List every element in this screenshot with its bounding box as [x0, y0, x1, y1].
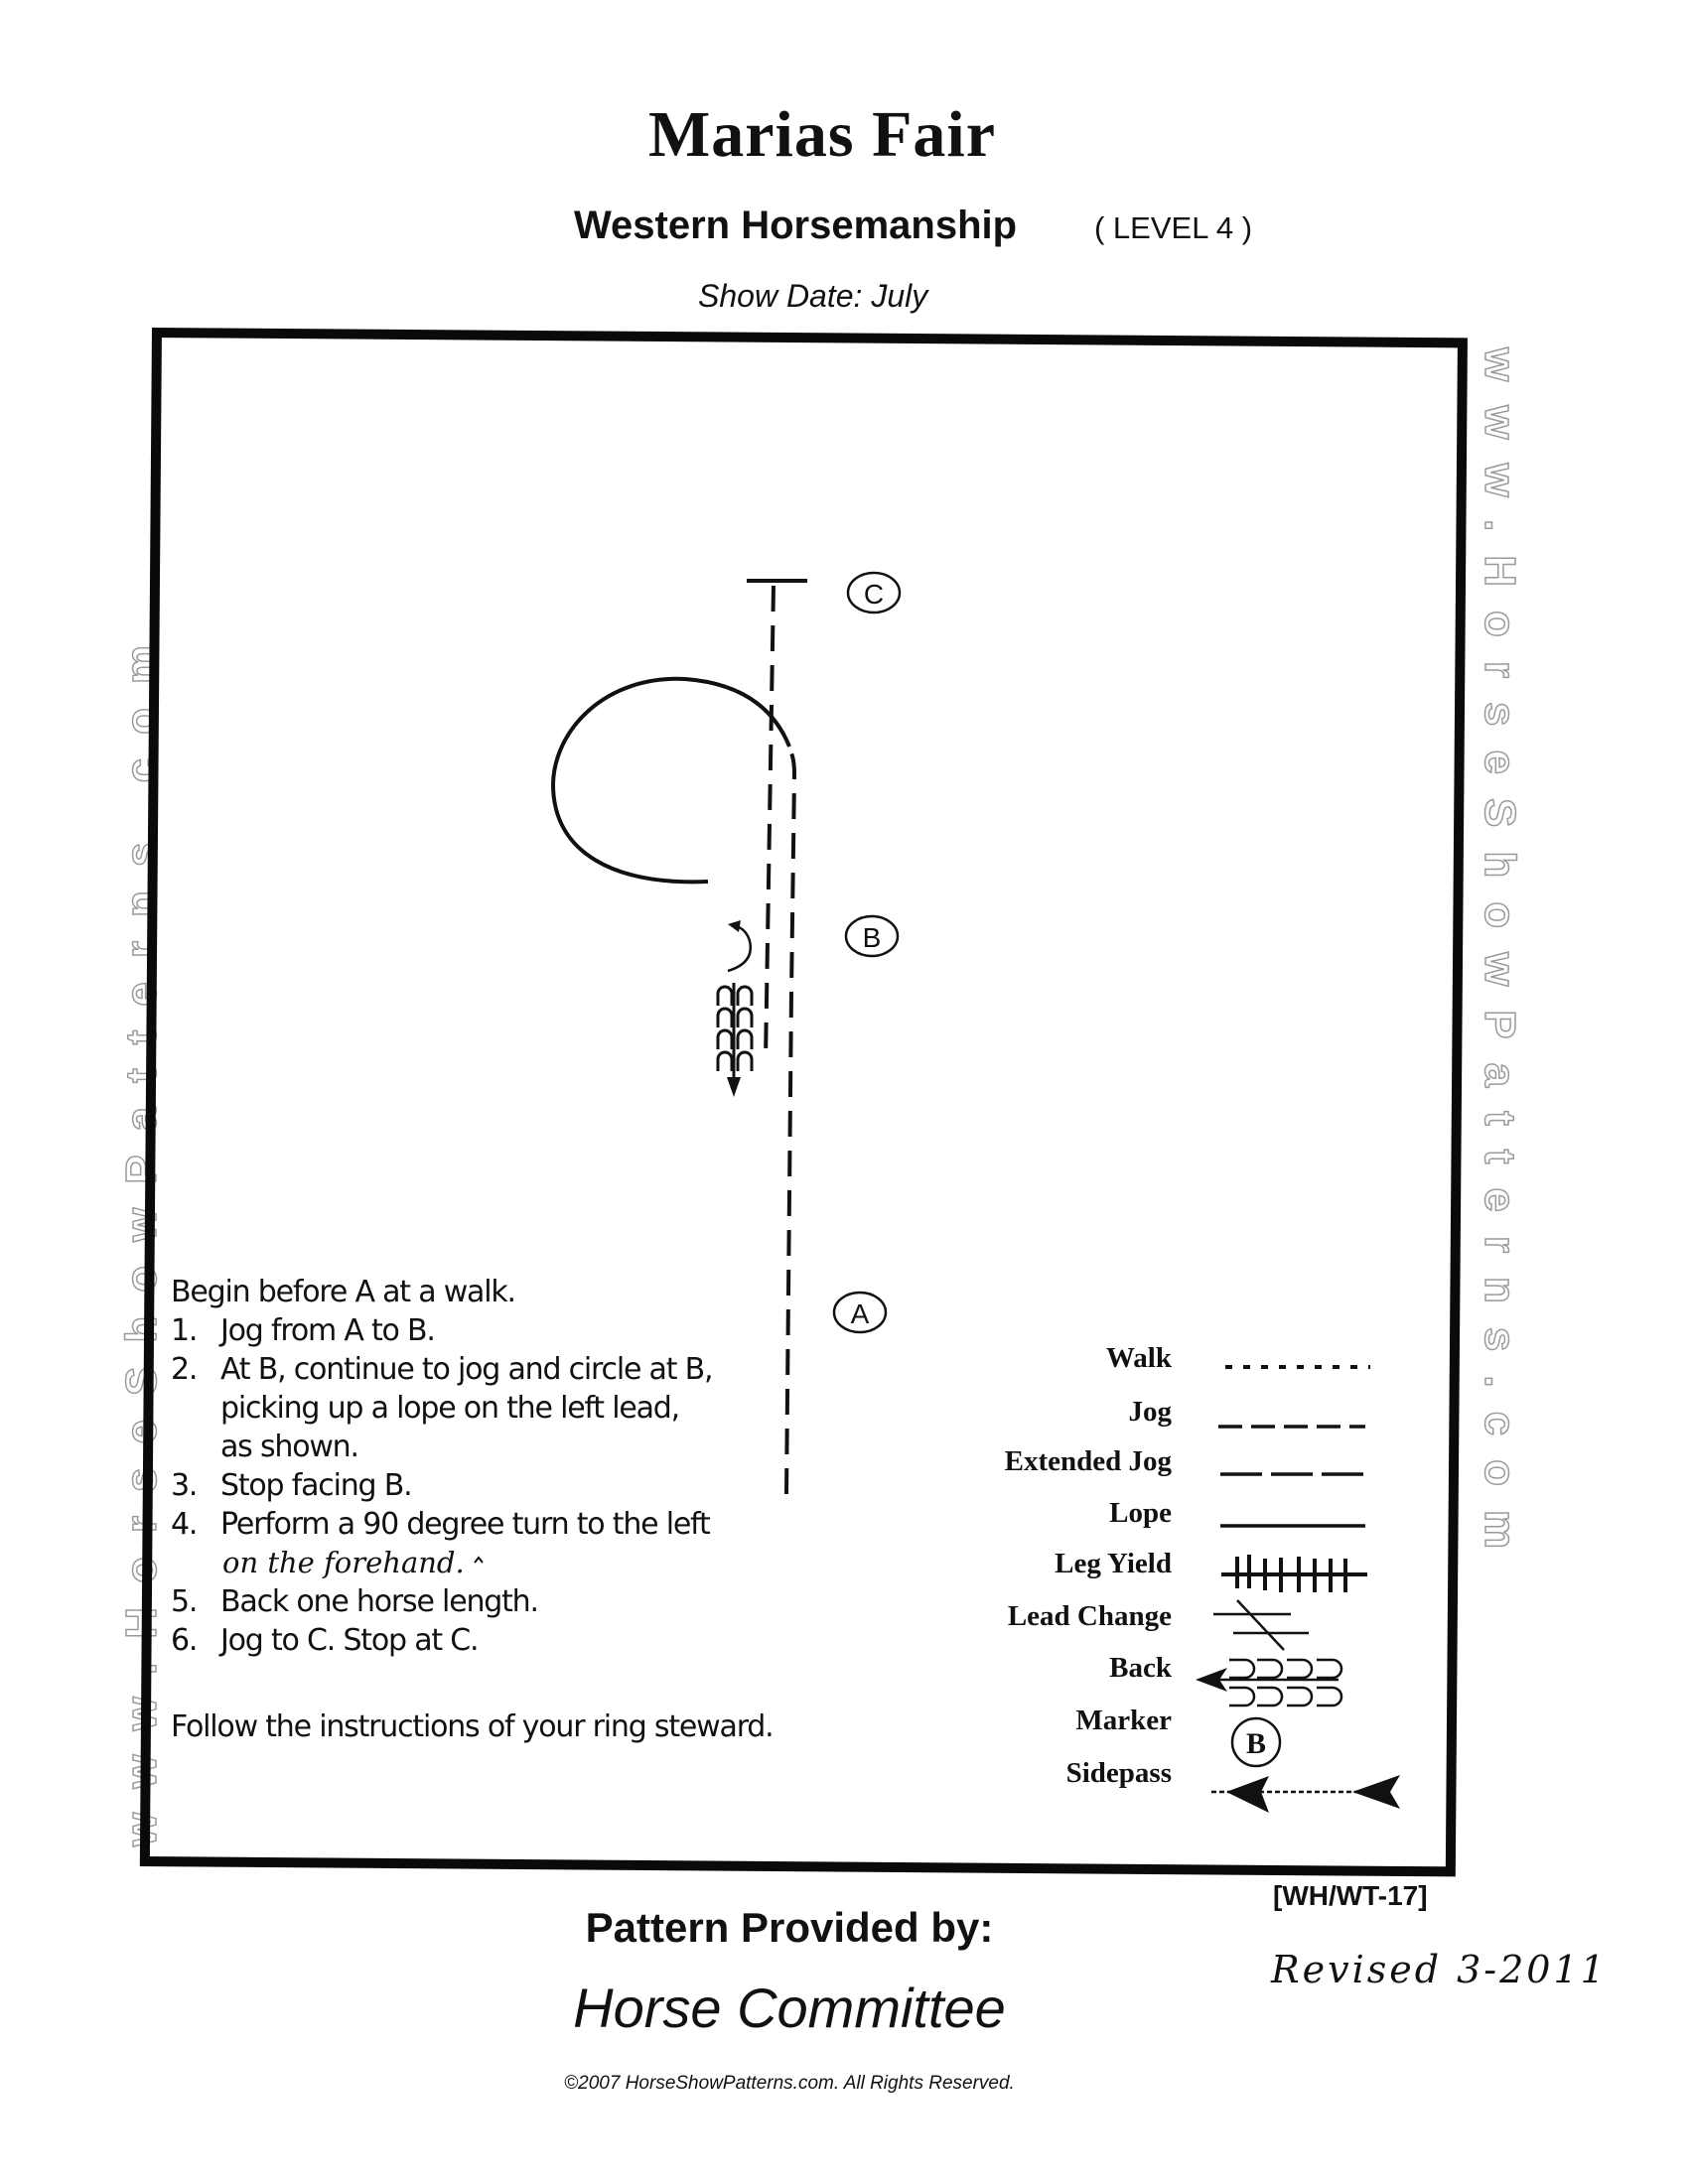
legend-sidepass: Sidepass — [1065, 1757, 1172, 1789]
instructions — [171, 1273, 712, 1660]
class-name: Western Horsemanship — [574, 204, 1018, 247]
page-title: Marias Fair — [647, 98, 997, 171]
step-2-line-2: picking up a lope on the left lead, — [220, 1391, 679, 1426]
leg-yield-symbol — [1221, 1555, 1367, 1592]
watermark-left: www.HorseShowPatterns.com — [117, 620, 166, 1846]
pattern-code: [WH/WT-17] — [1273, 1880, 1428, 1911]
steward-note: Follow the instructions of your ring steward. — [171, 1709, 774, 1744]
jog-path-to-c — [766, 586, 774, 1060]
lope-circle — [553, 679, 789, 883]
marker-b — [846, 916, 898, 956]
back-symbol — [718, 983, 752, 1087]
step-3: 3. Stop facing B. — [171, 1468, 412, 1503]
step-4-handwritten: on the forehand. — [222, 1546, 465, 1579]
legend-walk: Walk — [1105, 1342, 1172, 1374]
legend-extended-jog: Extended Jog — [1004, 1445, 1172, 1477]
legend-symbols — [1196, 1367, 1400, 1813]
lead-change-symbol — [1213, 1600, 1309, 1650]
step-6: 6. Jog to C. Stop at C. — [171, 1623, 479, 1658]
marker-c — [848, 573, 900, 613]
watermark-right: www.HorseShowPatterns.com — [1476, 347, 1524, 1573]
step-4: 4. Perform a 90 degree turn to the left — [171, 1507, 710, 1542]
legend-jog: Jog — [1128, 1396, 1172, 1428]
revised-note: Revised 3-2011 — [1271, 1948, 1608, 1991]
marker-b-label: B — [862, 922, 882, 953]
turn-arrowhead — [728, 920, 741, 932]
jog-path-a-to-b — [786, 750, 794, 1494]
back-arrowhead — [727, 1077, 741, 1097]
legend-lope: Lope — [1109, 1497, 1172, 1529]
instruction-intro: Begin before A at a walk. — [171, 1275, 515, 1309]
legend-lead-change: Lead Change — [1007, 1600, 1172, 1632]
step-2-line-3: as shown. — [220, 1430, 358, 1464]
step-2: 2. At B, continue to jog and circle at B, — [171, 1352, 713, 1387]
provided-by-label: Pattern Provided by: — [585, 1904, 994, 1951]
provider-name: Horse Committee — [573, 1977, 1006, 2039]
marker-legend-letter: B — [1245, 1727, 1267, 1760]
marker-a-label: A — [850, 1298, 870, 1329]
legend-marker: Marker — [1075, 1705, 1172, 1736]
back-legend-symbol — [1219, 1660, 1341, 1706]
marker-a — [834, 1293, 886, 1332]
turn-arrow — [728, 926, 751, 971]
marker-c-label: C — [863, 579, 885, 610]
legend-leg-yield: Leg Yield — [1055, 1548, 1172, 1579]
sidepass-symbol — [1211, 1775, 1400, 1813]
copyright: ©2007 HorseShowPatterns.com. All Rights Reserved. — [564, 2073, 1015, 2094]
step-1: 1. Jog from A to B. — [171, 1313, 435, 1348]
step-5: 5. Back one horse length. — [171, 1584, 538, 1619]
level-label: ( LEVEL 4 ) — [1094, 210, 1253, 245]
show-date: Show Date: July — [698, 278, 928, 314]
legend-back: Back — [1109, 1652, 1172, 1684]
